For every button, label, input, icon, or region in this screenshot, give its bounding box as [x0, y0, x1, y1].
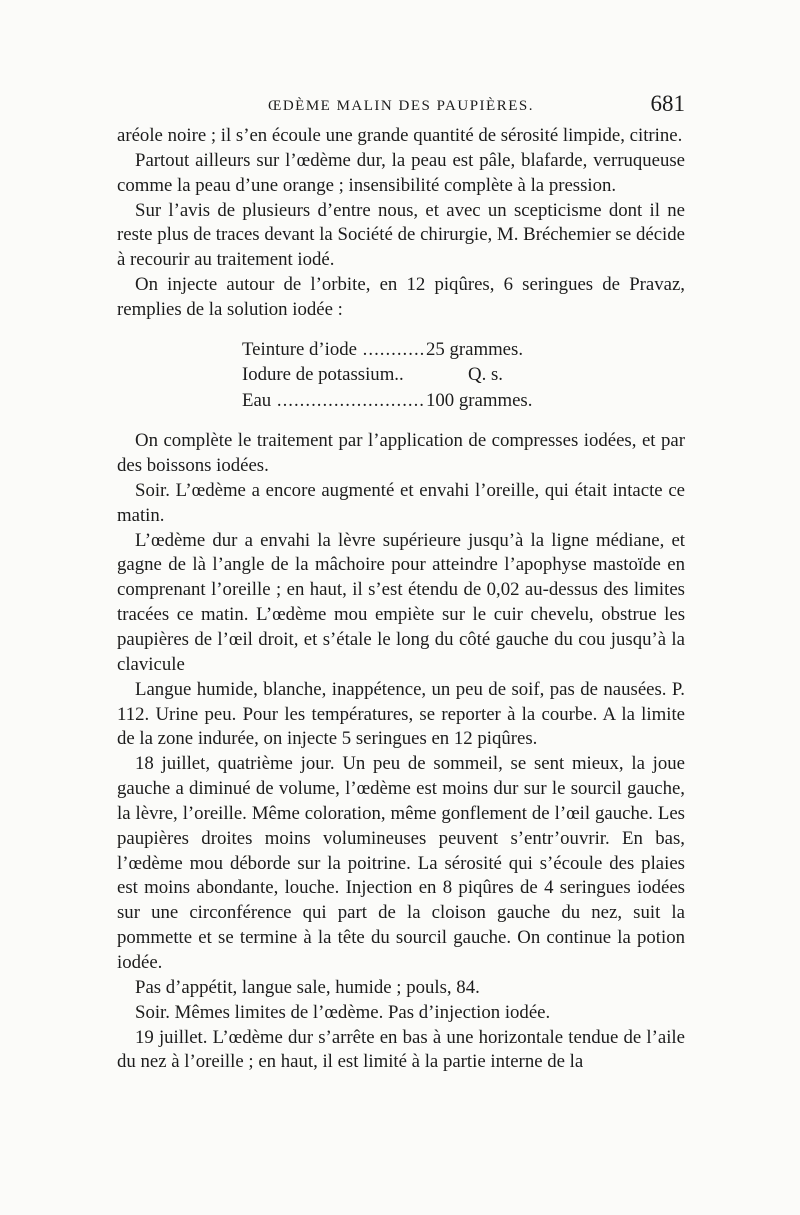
paragraph: Sur l’avis de plusieurs d’entre nous, et avec un scepticisme dont il ne reste plus de traces devant la Société de chirurgie, M. Bréchemier se décide à recourir au traitement iodé. [117, 199, 685, 271]
running-title: ŒDÈME MALIN DES PAUPIÈRES. [268, 98, 534, 114]
page-header [117, 91, 685, 124]
paragraph: 19 juillet. L’œdème dur s’arrête en bas à une horizontale tendue de l’aile du nez à l’oreille ; en haut, il est limité à la partie interne de la [117, 1026, 685, 1073]
paragraph: Soir. Mêmes limites de l’œdème. Pas d’injection iodée. [135, 1001, 551, 1023]
ingredient-name: Teinture d’iode ..... [242, 337, 426, 363]
ingredient-quantity: 100 grammes. [426, 389, 533, 411]
ingredient-name: Iodure de potassium.. [242, 364, 404, 386]
book-page [117, 91, 685, 1075]
ingredient-quantity: Q. s. [468, 364, 503, 386]
ingredient-quantity: 25 grammes. [426, 338, 524, 360]
paragraph: Pas d’appétit, langue sale, humide ; pouls, 84. [135, 976, 480, 998]
recipe-table [242, 337, 562, 414]
paragraph: Soir. L’œdème a encore augmenté et envahi l’oreille, qui était intacte ce matin. [117, 479, 685, 526]
paragraph: aréole noire ; il s’en écoule une grande quantité de sérosité limpide, citrine. [117, 125, 683, 146]
paragraph: 18 juillet, quatrième jour. Un peu de sommeil, se sent mieux, la joue gauche a diminué de volume, l’œdème est moins dur sur le sourcil gauche, la lèvre, l’oreille. Même coloration, même gonflement de l’œil gauche. Les paupières droites moins volumineuses peuvent s’entr’ouvrir. En bas, l’œdème mou déborde sur la poitrine. La sérosité qui s’écoule des plaies est moins abondante, louche. Injection en 8 piqûres de 4 seringues iodées sur une circonférence qui part de la cloison gauche du nez, suit la pommette et se termine à la tête du sourcil gauche. On continue la potion iodée. [117, 753, 685, 973]
page-number: 681 [650, 91, 685, 116]
body-text [117, 124, 685, 1075]
paragraph: On complète le traitement par l’application de compresses iodées, et par des boissons iodées. [117, 430, 685, 477]
recipe-row [242, 388, 562, 414]
paragraph: L’œdème dur a envahi la lèvre supérieure jusqu’à la ligne médiane, et gagne de là l’angle de la mâchoire pour atteindre l’apophyse mastoïde en comprenant l’oreille ; en haut, il s’est étendu de 0,02 au-dessus des limites tracées ce matin. L’œdème mou empiète sur le cuir chevelu, obstrue les paupières de l’œil droit, et s’étale le long du côté gauche du cou jusqu’à la clavicule [117, 529, 685, 675]
paragraph: On injecte autour de l’orbite, en 12 piqûres, 6 seringues de Pravaz, remplies de la solution iodée : [117, 274, 685, 320]
paragraph: Langue humide, blanche, inappétence, un peu de soif, pas de nausées. P. 112. Urine peu. Pour les températures, se reporter à la courbe. A la limite de la zone indurée, on injecte 5 seringues en 12 piqûres. [117, 678, 685, 750]
paragraph: Partout ailleurs sur l’œdème dur, la peau est pâle, blafarde, verruqueuse comme la peau d’une orange ; insensibilité complète à la pression. [117, 149, 685, 196]
recipe-row [242, 362, 562, 388]
ingredient-name: Eau ..... [242, 388, 426, 414]
recipe-row [242, 337, 562, 363]
